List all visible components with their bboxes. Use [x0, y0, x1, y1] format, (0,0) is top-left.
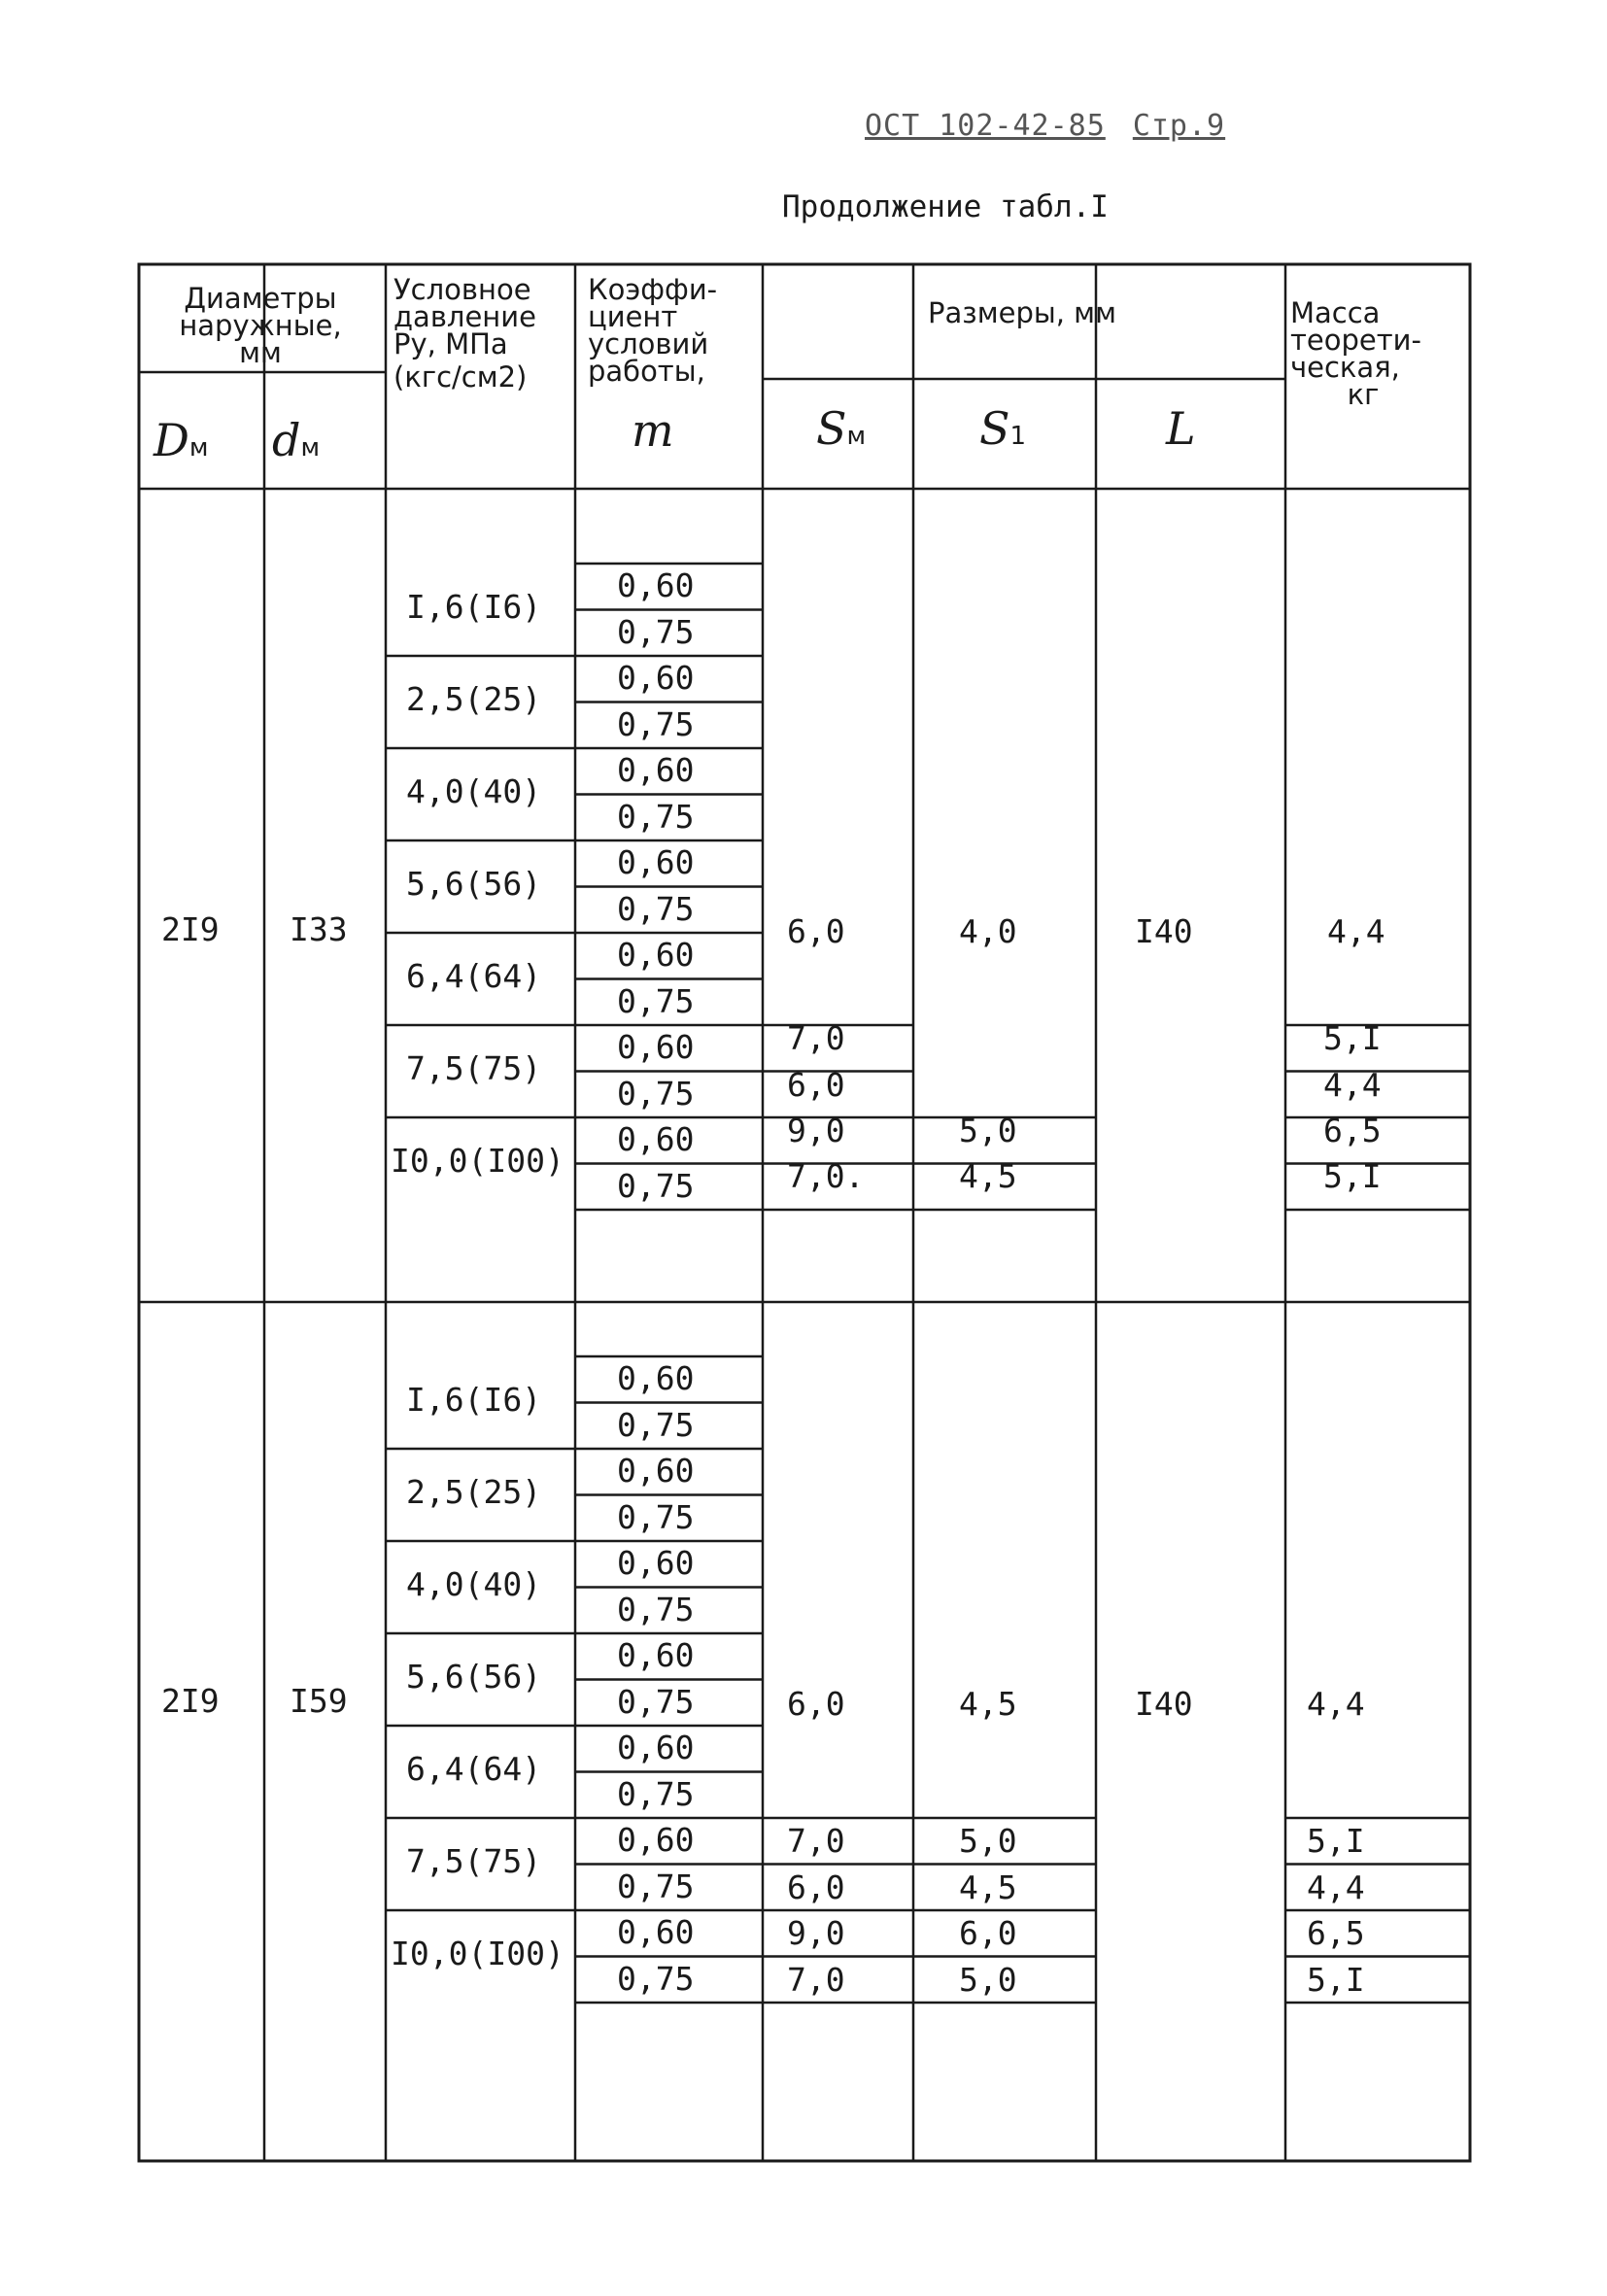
- g2-S1-row: 5,0: [959, 1961, 1017, 1999]
- g2-S1-common: 4,5: [959, 1685, 1017, 1723]
- g2-mass-common: 4,4: [1307, 1685, 1365, 1723]
- pressure-value: I0,0(I00): [391, 1142, 564, 1180]
- coefficient-value: 0,75: [617, 889, 695, 928]
- table-caption: Продолжение табл.I: [782, 189, 1109, 224]
- header-d-sub: м: [300, 433, 321, 463]
- g2-L: I40: [1135, 1685, 1193, 1723]
- document-code: ОСТ 102-42-85: [865, 109, 1106, 143]
- g1-inner-diameter: I33: [290, 910, 348, 948]
- g1-Sm-row: 6,0: [787, 1066, 845, 1104]
- header-Sm-symbol: S: [816, 402, 847, 455]
- pressure-value: 7,5(75): [406, 1049, 542, 1087]
- header-d-symbol: d: [272, 414, 301, 466]
- pressure-value: I,6(I6): [406, 1381, 542, 1419]
- coefficient-value: 0,75: [617, 1590, 695, 1628]
- g1-S1-row: 4,5: [959, 1157, 1017, 1195]
- header-diameters: [144, 282, 377, 369]
- pressure-value: 6,4(64): [406, 1750, 542, 1788]
- coefficient-value: 0,60: [617, 936, 695, 974]
- g2-Sm-common: 6,0: [787, 1685, 845, 1723]
- g2-mass-row: 5,I: [1307, 1822, 1365, 1860]
- g1-Sm-row: 9,0: [787, 1112, 845, 1149]
- header-coef-line2: циент: [588, 300, 678, 333]
- g1-mass-row: 6,5: [1323, 1112, 1382, 1149]
- pressure-value: I0,0(I00): [391, 1935, 564, 1972]
- header-coef-symbol: m: [632, 404, 674, 457]
- g1-mass-common: 4,4: [1327, 912, 1385, 950]
- coefficient-value: 0,60: [617, 1452, 695, 1490]
- g2-S1-row: 4,5: [959, 1868, 1017, 1906]
- coefficient-value: 0,75: [617, 1682, 695, 1721]
- header-mass-line1: Масса: [1290, 296, 1381, 329]
- g1-outer-diameter: 2I9: [161, 910, 220, 948]
- header-pressure-line4: (кгс/см2): [393, 360, 528, 394]
- header-pressure: [393, 273, 536, 394]
- coefficient-value: 0,75: [617, 1774, 695, 1813]
- g2-Sm-row: 7,0: [787, 1961, 845, 1999]
- coefficient-value: 0,60: [617, 1729, 695, 1766]
- g1-L: I40: [1135, 912, 1193, 950]
- coefficient-value: 0,60: [617, 843, 695, 881]
- header-pressure-line2: давление: [393, 300, 536, 333]
- coefficient-value: 0,75: [617, 981, 695, 1020]
- g2-mass-row: 4,4: [1307, 1868, 1365, 1906]
- g2-Sm-row: 9,0: [787, 1914, 845, 1952]
- header-D-symbol: D: [154, 414, 189, 466]
- g1-S1-row: 5,0: [959, 1112, 1017, 1149]
- g1-Sm-common: 6,0: [787, 912, 845, 950]
- g2-mass-row: 6,5: [1307, 1914, 1365, 1952]
- coefficient-value: 0,75: [617, 1959, 695, 1998]
- g1-mass-row: 5,I: [1323, 1019, 1382, 1057]
- coefficient-value: 0,75: [617, 612, 695, 651]
- header-Sm-sub: м: [846, 422, 867, 451]
- header-mass-line4: кг: [1347, 378, 1380, 411]
- g2-Sm-row: 7,0: [787, 1822, 845, 1860]
- header-mass-line2: теорети-: [1290, 324, 1421, 357]
- g2-S1-row: 6,0: [959, 1914, 1017, 1952]
- g2-mass-row: 5,I: [1307, 1961, 1365, 1999]
- header-D-sub: м: [188, 433, 209, 463]
- header-coef-line4: работы,: [588, 355, 705, 388]
- coefficient-value: 0,75: [617, 1074, 695, 1113]
- coefficient-value: 0,60: [617, 1359, 695, 1397]
- pressure-value: 4,0(40): [406, 772, 542, 810]
- pressure-value: 5,6(56): [406, 1658, 542, 1696]
- coefficient-value: 0,75: [617, 797, 695, 836]
- coefficient-value: 0,60: [617, 659, 695, 697]
- header-pressure-line3: Ру, МПа: [393, 327, 508, 360]
- pressure-value: 4,0(40): [406, 1565, 542, 1603]
- header-diameters-text: Диаметры наружные, мм: [179, 282, 342, 369]
- header-pressure-line1: Условное: [393, 273, 531, 306]
- header-coef-line1: Коэффи-: [588, 273, 718, 306]
- g2-Sm-row: 6,0: [787, 1868, 845, 1906]
- coefficient-value: 0,60: [617, 1544, 695, 1582]
- coefficient-value: 0,75: [617, 1497, 695, 1536]
- g2-inner-diameter: I59: [290, 1682, 348, 1720]
- coefficient-value: 0,75: [617, 1405, 695, 1444]
- pressure-value: 6,4(64): [406, 957, 542, 995]
- header-D: [154, 414, 209, 466]
- g1-Sm-row: 7,0: [787, 1019, 845, 1057]
- coefficient-value: 0,60: [617, 1821, 695, 1859]
- coefficient-value: 0,60: [617, 751, 695, 789]
- coefficient-value: 0,75: [617, 1166, 695, 1205]
- pressure-value: 2,5(25): [406, 1473, 542, 1511]
- g2-outer-diameter: 2I9: [161, 1682, 220, 1720]
- header-mass-line3: ческая,: [1290, 351, 1400, 384]
- header-Sm: [816, 402, 867, 455]
- header-L: L: [1166, 402, 1196, 455]
- coefficient-value: 0,60: [617, 1028, 695, 1066]
- header-coefficient: [588, 273, 718, 388]
- pressure-value: 5,6(56): [406, 865, 542, 903]
- coefficient-value: 0,60: [617, 1636, 695, 1674]
- g1-S1-common: 4,0: [959, 912, 1017, 950]
- g2-S1-row: 5,0: [959, 1822, 1017, 1860]
- g1-Sm-row: 7,0.: [787, 1157, 865, 1195]
- pressure-value: 2,5(25): [406, 680, 542, 718]
- g1-mass-row: 4,4: [1323, 1066, 1382, 1104]
- header-coef-line3: условий: [588, 327, 709, 360]
- page-number: Стр.9: [1132, 109, 1226, 143]
- g1-mass-row: 5,I: [1323, 1157, 1382, 1195]
- header-S1: [979, 402, 1027, 455]
- header-mass: [1290, 296, 1436, 411]
- header-d: [272, 414, 321, 466]
- coefficient-value: 0,60: [617, 566, 695, 604]
- coefficient-value: 0,60: [617, 1913, 695, 1951]
- coefficient-value: 0,75: [617, 1867, 695, 1905]
- header-sizes: Размеры, мм: [928, 296, 1116, 329]
- header-S1-symbol: S: [979, 402, 1010, 455]
- header-S1-sub: 1: [1009, 422, 1027, 451]
- coefficient-value: 0,60: [617, 1120, 695, 1158]
- pressure-value: 7,5(75): [406, 1842, 542, 1880]
- coefficient-value: 0,75: [617, 704, 695, 743]
- pressure-value: I,6(I6): [406, 588, 542, 626]
